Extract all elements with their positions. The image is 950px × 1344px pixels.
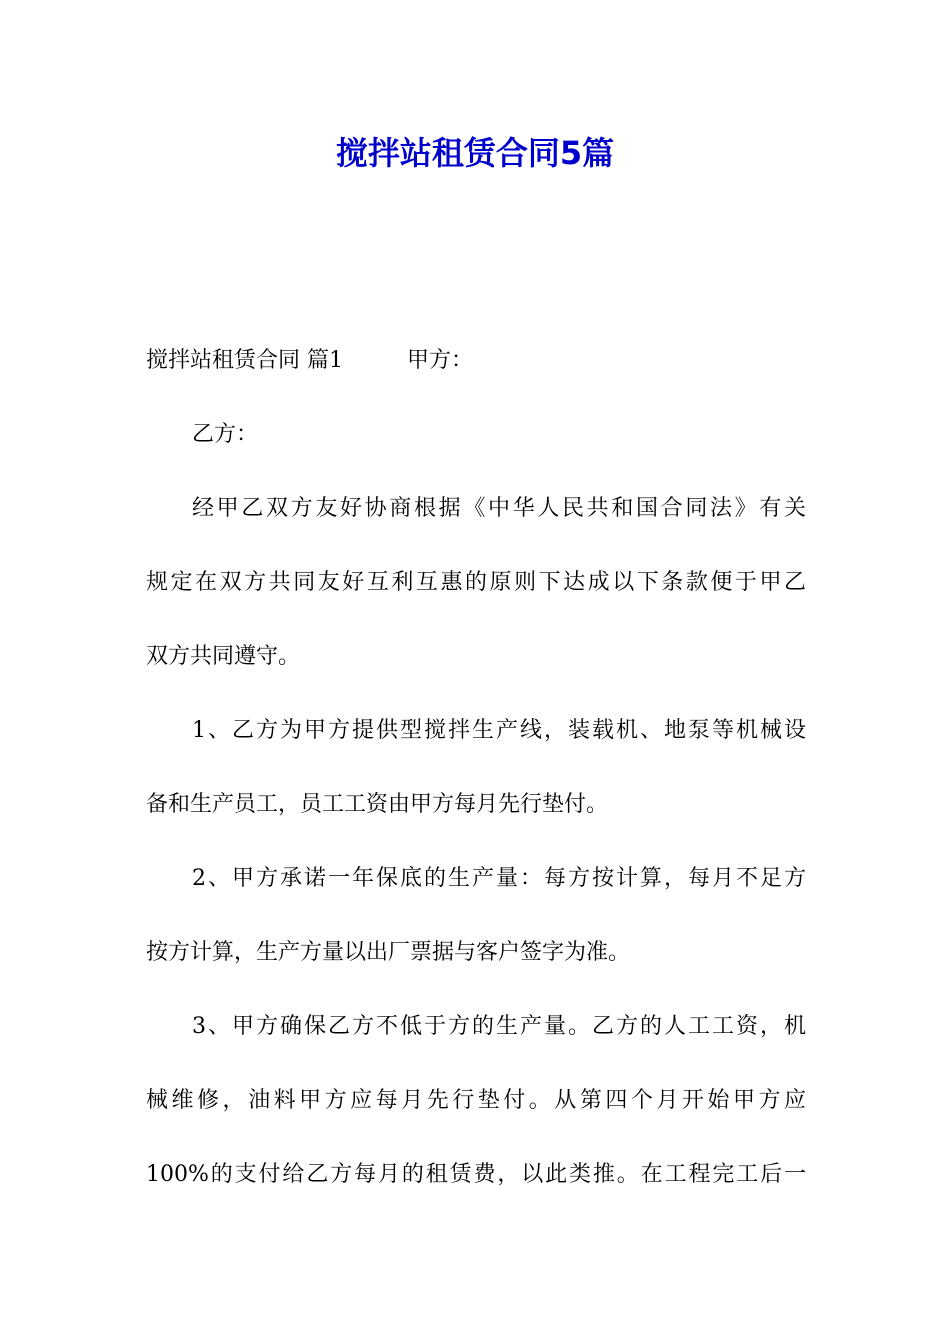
document-title: 搅拌站租赁合同5篇 xyxy=(335,134,615,172)
contract-section-label: 搅拌站租赁合同 篇1 xyxy=(146,348,343,373)
paragraph-line: 双方共同遵守。 xyxy=(146,644,301,669)
contract-heading-line xyxy=(146,338,806,412)
clause-3-line: 3、甲方确保乙方不低于方的生产量。乙方的人工工资，机 xyxy=(192,1014,806,1039)
paragraph-line: 经甲乙双方友好协商根据《中华人民共和国合同法》有关 xyxy=(192,496,806,521)
party-a-label: 甲方： xyxy=(407,348,474,373)
clause-2-line: 按方计算，生产方量以出厂票据与客户签字为准。 xyxy=(146,940,631,965)
clause-2-line: 2、甲方承诺一年保底的生产量：每方按计算，每月不足方 xyxy=(192,866,806,891)
clause-1-line: 备和生产员工，员工工资由甲方每月先行垫付。 xyxy=(146,792,609,817)
document-body xyxy=(146,338,806,1226)
clause-3-line: 100%的支付给乙方每月的租赁费，以此类推。在工程完工后一 xyxy=(146,1162,806,1187)
paragraph-line: 规定在双方共同友好互利互惠的原则下达成以下条款便于甲乙 xyxy=(146,570,806,595)
clause-3-line: 械维修，油料甲方应每月先行垫付。从第四个月开始甲方应 xyxy=(146,1088,806,1113)
party-b-label: 乙方： xyxy=(192,422,259,447)
clause-1-line: 1、乙方为甲方提供型搅拌生产线，装载机、地泵等机械设 xyxy=(192,718,806,743)
